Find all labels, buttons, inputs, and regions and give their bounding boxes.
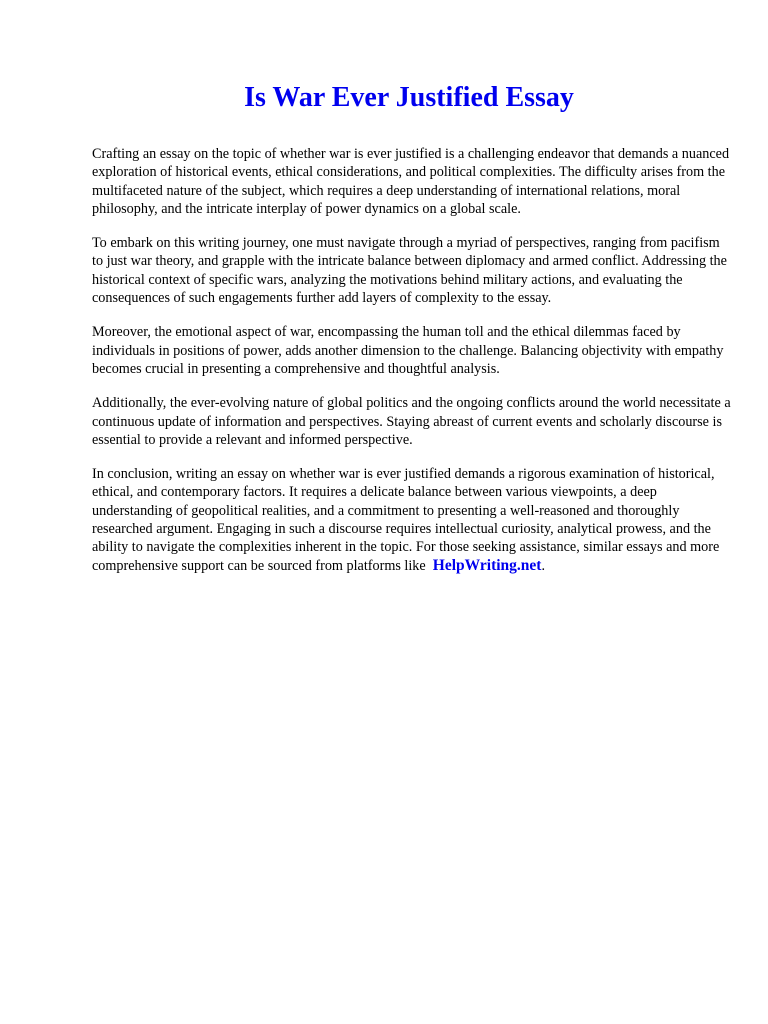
paragraph-2: To embark on this writing journey, one must navigate through a myriad of perspectives, ranging from pacifism to just war theory, and grapple with the intricate balance between diplomacy and armed conflict. Addressing the historical context of specific wars, analyzing the motivations behind military actions, and evaluating the consequences of such engagements further add layers of complexity to the essay.	[92, 235, 727, 307]
essay-body	[92, 145, 732, 591]
helpwriting-link[interactable]: HelpWriting.net	[432, 556, 542, 574]
paragraph-4: Additionally, the ever-evolving nature of global politics and the ongoing conflicts around the world necessitate a continuous update of information and perspectives. Staying abreast of current events and scholarly discourse is essential to provide a relevant and informed perspective.	[92, 395, 731, 448]
conclusion-paragraph	[92, 465, 732, 575]
paragraph-1: Crafting an essay on the topic of whether war is ever justified is a challenging endeavor that demands a nuanced exploration of historical events, ethical considerations, and political complexities. The difficulty arises from the multifaceted nature of the subject, which requires a deep understanding of international relations, moral philosophy, and the intricate interplay of power dynamics on a global scale.	[92, 146, 730, 217]
conclusion-end-punct: .	[541, 557, 545, 574]
conclusion-text: In conclusion, writing an essay on whether war is ever justified demands a rigorous examination of historical, ethical, and contemporary factors. It requires a delicate balance between various viewpoints, a deep understanding of geopolitical realities, and a commitment to presenting a well-reasoned and thoroughly researched argument. Engaging in such a discourse requires intellectual curiosity, analytical prowess, and the ability to navigate the complexities inherent in the topic. For those seeking assistance, similar essays and more comprehensive support can be sourced from platforms like	[92, 466, 720, 574]
page-title: Is War Ever Justified Essay	[244, 82, 574, 113]
paragraph-3: Moreover, the emotional aspect of war, encompassing the human toll and the ethical dilemmas faced by individuals in positions of power, adds another dimension to the challenge. Balancing objectivity with empathy becomes crucial in presenting a comprehensive and thoughtful analysis.	[92, 324, 724, 377]
